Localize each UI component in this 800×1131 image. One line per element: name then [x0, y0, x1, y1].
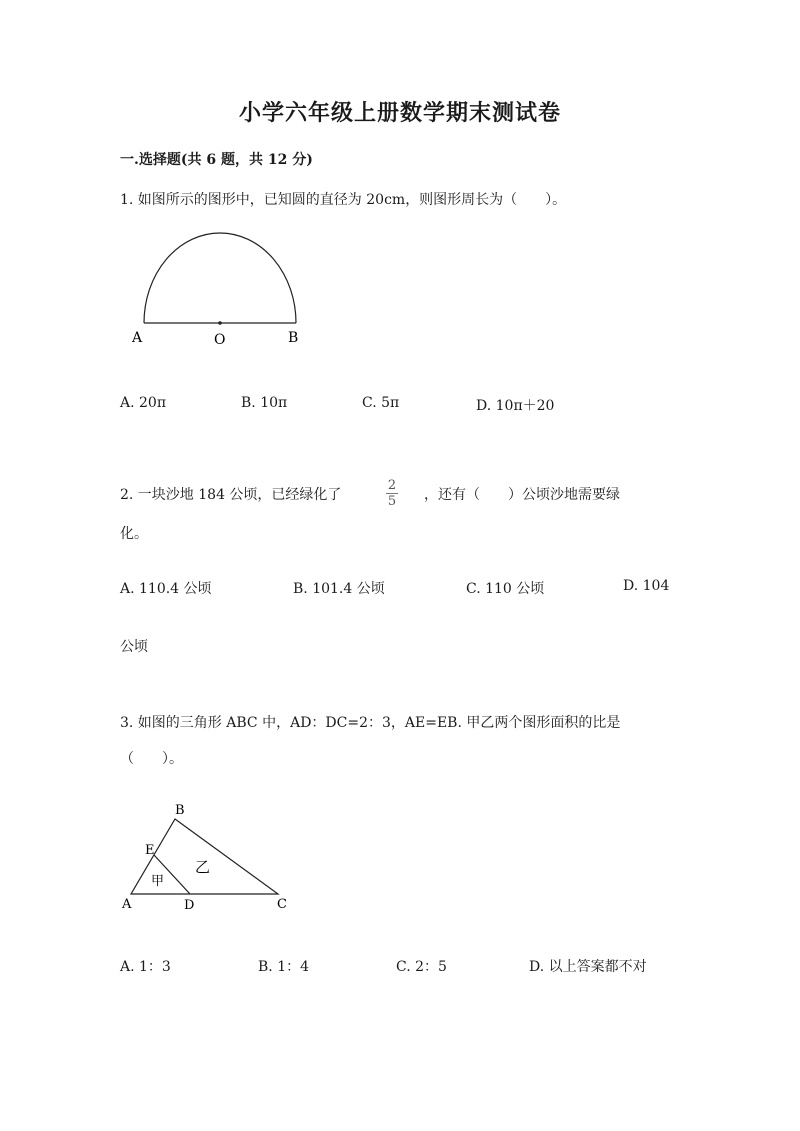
question-2-stem-line2: 化。 [120, 526, 148, 542]
label-c: C [277, 897, 287, 912]
q3-option-b: B. 1：4 [258, 959, 310, 975]
label-o: O [214, 332, 226, 348]
question-1-stem: 1. 如图所示的图形中，已知圆的直径为 20cm，则图形周长为（ ）。 [120, 192, 567, 208]
label-a: A [122, 897, 132, 912]
semicircle-arc [144, 233, 296, 323]
q2-option-d-wrap: 公顷 [120, 639, 148, 655]
question-3-stem-line1: 3. 如图的三角形 ABC 中，AD：DC=2：3，AE=EB. 甲乙两个图形面积的比是 [120, 715, 621, 731]
q1-option-b: B. 10π [241, 395, 288, 411]
q3-option-c: C. 2：5 [396, 959, 447, 975]
label-a: A [132, 330, 143, 346]
q2-option-a: A. 110.4 公顷 [120, 581, 212, 597]
q1-option-d: D. 10π＋20 [476, 398, 555, 414]
question-2-stem-part2: ，还有（ ）公顷沙地需要绿 [424, 487, 620, 503]
question-1-semicircle-figure [125, 215, 315, 350]
q1-option-a: A. 20π [120, 395, 167, 411]
q2-option-c: C. 110 公顷 [466, 581, 545, 597]
q2-option-d: D. 104 [623, 578, 670, 594]
question-2-stem-part1: 2. 一块沙地 184 公顷，已经绿化了 [120, 487, 342, 503]
label-d: D [184, 898, 195, 913]
label-b: B [288, 330, 299, 346]
question-3-triangle-figure [115, 795, 300, 915]
section-heading: 一.选择题(共 6 题，共 12 分) [120, 152, 313, 168]
center-point [218, 321, 222, 325]
page-title: 小学六年级上册数学期末测试卷 [238, 100, 561, 126]
label-yi: 乙 [195, 858, 211, 876]
label-jia: 甲 [151, 874, 165, 889]
q2-option-b: B. 101.4 公顷 [293, 581, 385, 597]
fraction-denominator: 5 [387, 494, 397, 509]
q1-option-c: C. 5π [362, 395, 400, 411]
q3-option-d: D. 以上答案都不对 [529, 959, 647, 975]
label-e: E [145, 843, 155, 858]
q3-option-a: A. 1：3 [120, 959, 171, 975]
fraction-numerator: 2 [387, 478, 397, 493]
question-3-stem-line2: （ ）。 [120, 751, 183, 767]
label-b: B [175, 803, 185, 818]
fraction-two-fifths [384, 478, 400, 509]
